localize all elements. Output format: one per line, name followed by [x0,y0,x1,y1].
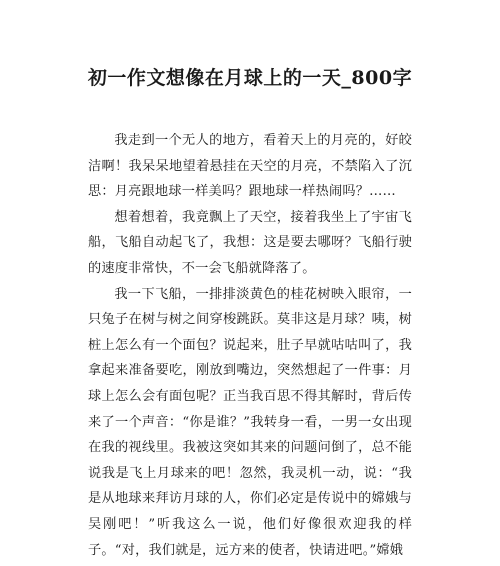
paragraph-3: 我一下飞船，一排排淡黄色的桂花树映入眼帘，一只兔子在树与树之间穿梭跳跃。莫非这是月球？咦，树桩上怎么有一个面包？说起来，肚子早就咕咕叫了，我拿起来准备要吃，刚放到嘴边，突然想起了一件事：月球上怎么会有面包呢？正当我百思不得其解时，背后传来了一个声音：“你是谁？”我转身一看，一男一女出现在我的视线里。我被这突如其来的问题问倒了，总不能说我是飞上月球来的吧！忽然，我灵机一动，说：“我是从地球来拜访月球的人，你们必定是传说中的嫦娥与吴刚吧！”听我这么一说，他们好像很欢迎我的样子。“对，我们就是，远方来的使者，快请进吧。”嫦娥 [88,286,412,558]
document-title: 初一作文想像在月球上的一天_800字 [87,67,413,89]
paragraph-1: 我走到一个无人的地方，看着天上的月亮的，好皎洁啊！我呆呆地望着悬挂在天空的月亮，不禁陷入了沉思：月亮跟地球一样美吗？跟地球一样热闹吗？…… [88,133,412,200]
document-body [88,128,412,563]
paragraph-2: 想着想着，我竟飘上了天空，接着我坐上了宇宙飞船，飞船自动起飞了，我想：这是要去哪呀？飞船行驶的速度非常快，不一会飞船就降落了。 [88,209,412,276]
